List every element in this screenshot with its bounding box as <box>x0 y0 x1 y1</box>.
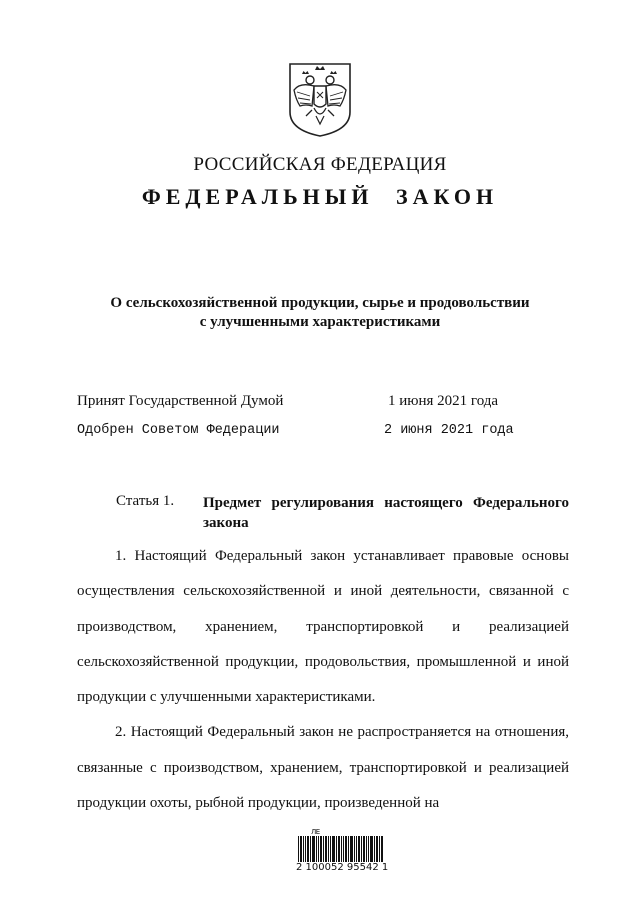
law-title <box>60 294 580 332</box>
article-number: Статья 1. <box>116 493 175 509</box>
article-paragraph-2: 2. Настоящий Федеральный закон не распространяется на отношения, связанные с производством, хранением, транспортировкой и реализацией продукции охоты, рыбной продукции, произведенной на <box>77 724 569 812</box>
article-body <box>77 539 569 821</box>
barcode-bars-icon <box>296 836 386 862</box>
duma-adoption-label: Принят Государственной Думой <box>77 393 284 409</box>
council-approval-label: Одобрен Советом Федерации <box>77 423 280 438</box>
duma-adoption-date: 1 июня 2021 года <box>388 393 499 409</box>
law-title-line-2: с улучшенными характеристиками <box>199 314 441 330</box>
country-heading: РОССИЙСКАЯ ФЕДЕРАЦИЯ <box>193 154 447 175</box>
barcode <box>296 828 389 880</box>
law-title-line-1: О сельскохозяйственной продукции, сырье и продовольствии <box>110 295 530 311</box>
barcode-number: 2 100052 95542 1 <box>296 862 389 873</box>
article-heading: Предмет регулирования настоящего Федерального закона <box>203 495 569 531</box>
coat-of-arms-emblem-icon <box>286 60 354 138</box>
council-approval-date: 2 июня 2021 года <box>384 423 514 438</box>
article-paragraph-1: 1. Настоящий Федеральный закон устанавливает правовые основы осуществления сельскохозяйственной и иной деятельности, связанной с производством, хранением, транспортировкой и реализацией сельскохозяйственной продукции, продовольствия, промышленной и иной продукции с улучшенными характеристиками. <box>77 548 569 706</box>
barcode-mark: ЛЕ <box>311 828 320 836</box>
document-type-heading: ФЕДЕРАЛЬНЫЙ ЗАКОН <box>141 184 499 209</box>
